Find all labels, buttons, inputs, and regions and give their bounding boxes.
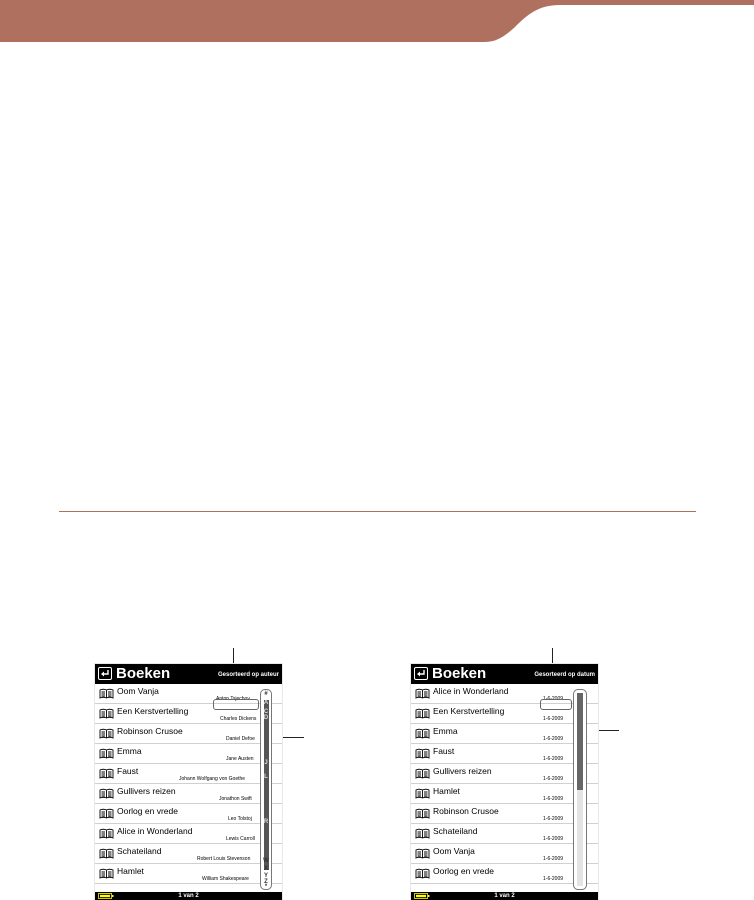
list-item[interactable] — [411, 824, 598, 844]
book-icon — [415, 868, 430, 879]
book-date: 1-6-2009 — [543, 776, 564, 782]
index-letter[interactable]: Y — [263, 873, 268, 879]
book-icon — [99, 688, 114, 699]
book-date: 1-6-2009 — [543, 736, 564, 742]
list-item[interactable] — [411, 724, 598, 744]
book-title: Schateiland — [433, 826, 478, 836]
back-button[interactable] — [414, 667, 428, 680]
book-title: Gullivers reizen — [433, 766, 492, 776]
book-icon — [415, 848, 430, 859]
book-author: Lewis Carroll — [226, 836, 255, 842]
status-bar — [411, 892, 598, 900]
index-letter[interactable]: R — [263, 819, 269, 825]
book-icon — [415, 808, 430, 819]
book-author: William Shakespeare — [202, 876, 249, 882]
list-item[interactable] — [95, 824, 282, 844]
book-icon — [99, 808, 114, 819]
book-icon — [99, 748, 114, 759]
book-icon — [99, 708, 114, 719]
book-author: Daniel Defoe — [226, 736, 255, 742]
book-title: Emma — [117, 746, 142, 756]
book-author: Charles Dickens — [220, 716, 257, 722]
book-title: Alice in Wonderland — [117, 826, 193, 836]
book-title: Een Kerstvertelling — [117, 706, 189, 716]
header-band — [0, 0, 754, 42]
callout-line — [283, 737, 304, 738]
page-indicator: 1 van 2 — [494, 893, 515, 899]
book-icon — [415, 828, 430, 839]
book-author: Jane Austen — [226, 756, 254, 762]
book-icon — [99, 848, 114, 859]
book-author: Anton Tsjechov — [216, 696, 250, 702]
list-item[interactable] — [411, 784, 598, 804]
index-letter[interactable]: D — [263, 715, 269, 721]
book-title: Oom Vanja — [117, 686, 159, 696]
sort-label[interactable]: Gesorteerd op auteur — [217, 672, 279, 678]
book-title: Oom Vanja — [433, 846, 475, 856]
book-title: Emma — [433, 726, 458, 736]
index-letter[interactable]: A — [263, 700, 269, 706]
index-letter[interactable]: # — [264, 691, 268, 697]
list-item[interactable] — [95, 784, 282, 804]
book-title: Schateiland — [117, 846, 162, 856]
back-arrow-icon — [416, 669, 426, 678]
book-date: 1-6-2009 — [543, 876, 564, 882]
title-bar — [411, 664, 598, 684]
book-title: Faust — [433, 746, 455, 756]
book-icon — [99, 728, 114, 739]
book-icon — [99, 768, 114, 779]
list-item[interactable] — [411, 844, 598, 864]
list-item[interactable] — [411, 864, 598, 884]
book-title: Faust — [117, 766, 139, 776]
book-icon — [99, 828, 114, 839]
list-item[interactable] — [95, 724, 282, 744]
index-track — [264, 700, 269, 870]
index-letter[interactable]: * — [264, 884, 268, 890]
book-title: Robinson Crusoe — [433, 806, 499, 816]
book-title: Hamlet — [117, 866, 144, 876]
screen-title: Boeken — [116, 665, 171, 682]
reader-screen-by-author — [95, 664, 282, 900]
book-icon — [99, 868, 114, 879]
status-bar — [95, 892, 282, 900]
index-letter[interactable]: X — [263, 866, 268, 872]
book-icon — [415, 748, 430, 759]
book-title: Robinson Crusoe — [117, 726, 183, 736]
book-date: 1-6-2009 — [543, 796, 564, 802]
screen-title: Boeken — [432, 665, 487, 682]
list-item[interactable] — [411, 764, 598, 784]
sort-label[interactable]: Gesorteerd op datum — [534, 672, 595, 678]
list-item[interactable] — [95, 744, 282, 764]
section-divider — [59, 511, 696, 512]
list-item[interactable] — [95, 764, 282, 784]
index-letter[interactable]: J — [264, 760, 268, 766]
scrollbar[interactable] — [573, 689, 587, 890]
book-author: Johann Wolfgang von Goethe — [179, 776, 246, 782]
book-icon — [99, 788, 114, 799]
book-title: Oorlog en vrede — [117, 806, 178, 816]
index-letter[interactable]: L — [264, 774, 268, 780]
date-highlight — [540, 699, 572, 710]
author-highlight — [213, 699, 259, 710]
book-date: 1-6-2009 — [543, 696, 564, 702]
book-date: 1-6-2009 — [543, 716, 564, 722]
alphabet-index[interactable] — [260, 689, 272, 890]
book-title: Oorlog en vrede — [433, 866, 494, 876]
back-arrow-icon — [100, 669, 110, 678]
book-date: 1-6-2009 — [543, 836, 564, 842]
book-title: Een Kerstvertelling — [433, 706, 505, 716]
book-author: Robert Louis Stevenson — [197, 856, 251, 862]
book-title: Gullivers reizen — [117, 786, 176, 796]
index-letter[interactable]: Z — [264, 879, 268, 885]
book-title: Alice in Wonderland — [433, 686, 509, 696]
book-date: 1-6-2009 — [543, 856, 564, 862]
book-icon — [415, 768, 430, 779]
index-letter[interactable]: C — [263, 709, 269, 715]
list-item[interactable] — [95, 844, 282, 864]
back-button[interactable] — [98, 667, 112, 680]
scroll-thumb[interactable] — [577, 693, 583, 790]
book-date: 1-6-2009 — [543, 756, 564, 762]
book-icon — [415, 788, 430, 799]
book-author: Jonathon Swift — [219, 796, 252, 802]
list-item[interactable] — [411, 744, 598, 764]
book-icon — [415, 728, 430, 739]
page-indicator: 1 van 2 — [178, 893, 199, 899]
list-item[interactable] — [95, 804, 282, 824]
book-title: Hamlet — [433, 786, 460, 796]
book-date: 1-6-2009 — [543, 816, 564, 822]
book-icon — [415, 708, 430, 719]
title-bar — [95, 664, 282, 684]
list-item[interactable] — [95, 864, 282, 884]
list-item[interactable] — [411, 804, 598, 824]
book-author: Leo Tolstoj — [228, 816, 252, 822]
reader-screen-by-date — [411, 664, 598, 900]
index-letter[interactable]: W — [263, 858, 269, 864]
book-icon — [415, 688, 430, 699]
